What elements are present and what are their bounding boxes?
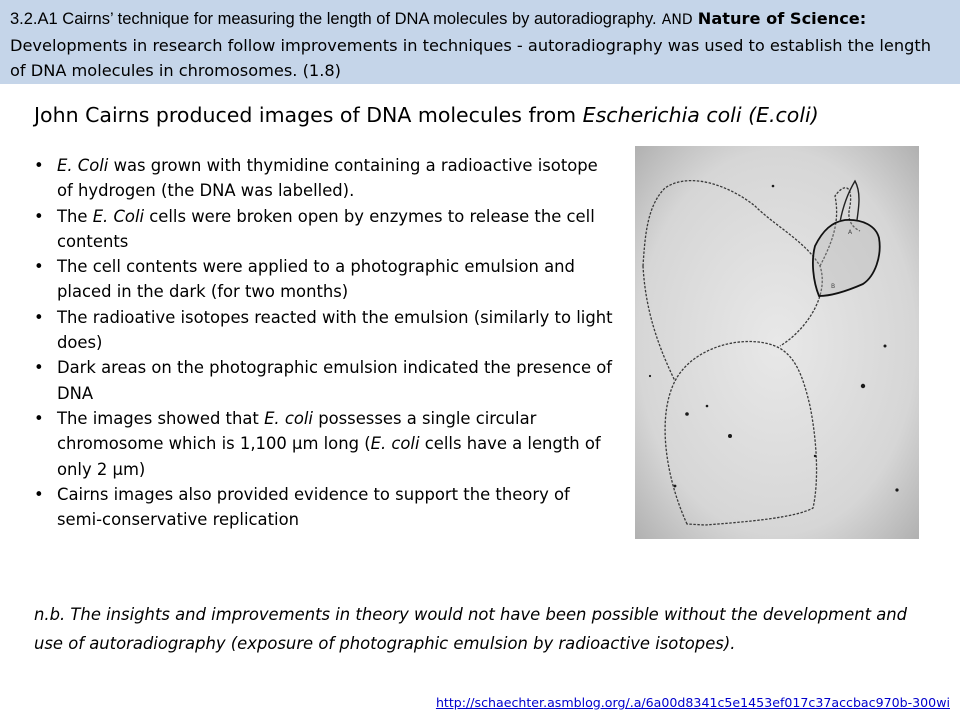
- slide-title: [34, 101, 819, 129]
- bullet-marker: •: [34, 206, 44, 226]
- bullet-text: The radioative isotopes reacted with the emulsion (similarly to light does): [57, 307, 613, 353]
- bullet-text: The cell contents were applied to a photographic emulsion and placed in the dark (for two months): [57, 257, 575, 302]
- header-lead: 3.2.A1 Cairns’ technique for measuring the length of DNA molecules by autoradiography.: [10, 10, 657, 28]
- bullet-marker: •: [34, 484, 44, 504]
- bullet-item: [34, 406, 614, 482]
- source-link[interactable]: http://schaechter.asmblog.org/.a/6a00d8341c5e1453ef017c37accbac970b-300wi: [435, 695, 950, 710]
- bullet-text: cells have a length of only 2 µm): [57, 434, 601, 479]
- bullet-italic-text: E. coli: [370, 434, 420, 454]
- photo-label-b: B: [831, 283, 836, 290]
- bullet-marker: •: [34, 156, 44, 175]
- footnote: n.b. The insights and improvements in theory would not have been possible without the development and use of autoradiography (exposure of photographic emulsion by radioactive isotopes).: [34, 605, 908, 653]
- bullet-italic-text: E. coli: [264, 408, 313, 428]
- bullet-text: cells were broken open by enzymes to release the cell contents: [57, 206, 595, 251]
- nature-of-science-label: Nature of Science:: [697, 9, 867, 28]
- title-organism: Escherichia coli (E.coli): [582, 103, 819, 127]
- photo-label-a: A: [848, 229, 853, 236]
- bullet-text: was grown with thymidine containing a radioactive isotope of hydrogen (the DNA was labelled).: [57, 156, 598, 201]
- bullet-text: The images showed that: [57, 408, 265, 428]
- bullet-item: [34, 254, 614, 305]
- bullet-item: [34, 204, 614, 255]
- nature-of-science-text: Developments in research follow improvements in techniques - autoradiography was used to establish the length of DNA molecules in chromosomes. (1.8): [10, 36, 931, 80]
- bullet-item: [34, 305, 614, 356]
- title-text: John Cairns produced images of DNA molecules from: [34, 103, 583, 127]
- slide-header: [0, 0, 960, 84]
- bullet-text: Cairns images also provided evidence to support the theory of semi-conservative replication: [57, 484, 570, 530]
- bullet-italic-text: E. Coli: [57, 156, 109, 175]
- header-and: AND: [661, 12, 693, 28]
- bullet-marker: •: [34, 257, 44, 277]
- bullet-text: The: [57, 206, 93, 226]
- bullet-italic-text: E. Coli: [92, 206, 145, 226]
- bullet-marker: •: [34, 307, 44, 327]
- bullet-text: Dark areas on the photographic emulsion indicated the presence of DNA: [57, 358, 613, 403]
- bullet-item: [34, 482, 614, 533]
- bullet-text: possesses a single circular chromosome which is 1,100 µm long (: [57, 408, 537, 454]
- bullet-item: [34, 153, 614, 204]
- autoradiograph-image: [635, 146, 919, 539]
- bullet-marker: •: [34, 358, 44, 378]
- bullet-item: [34, 355, 614, 406]
- bullet-list: [34, 153, 614, 532]
- bullet-marker: •: [34, 408, 44, 428]
